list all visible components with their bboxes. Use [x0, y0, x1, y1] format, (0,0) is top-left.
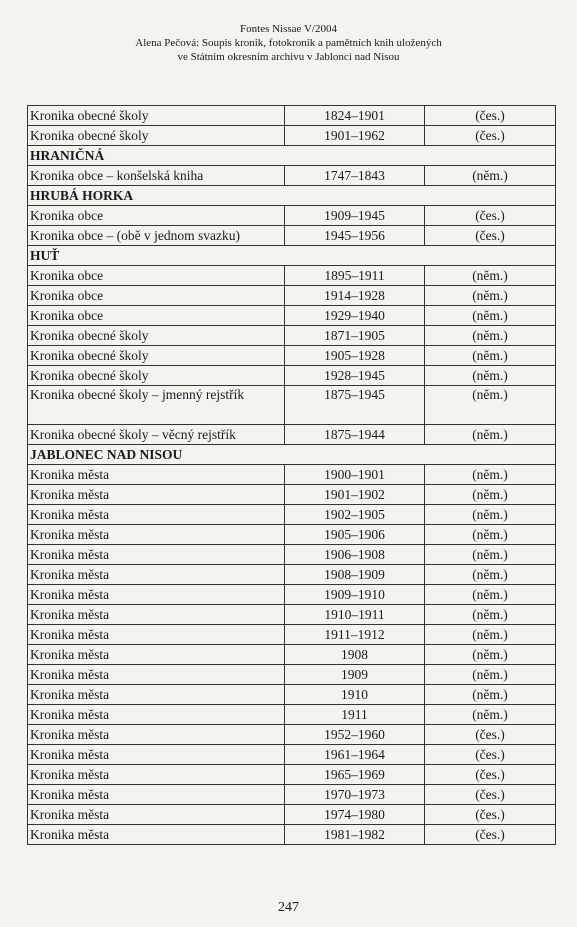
years-cell: 1908 — [285, 645, 425, 665]
chronicle-name-cell: Kronika města — [28, 805, 285, 825]
table-row — [28, 465, 556, 485]
chronicle-name-cell: Kronika obecné školy — [28, 346, 285, 366]
table-row — [28, 425, 556, 445]
language-cell: (čes.) — [425, 126, 556, 146]
chronicle-name-cell: Kronika obecné školy – jmenný rejstřík — [28, 386, 285, 425]
table-row — [28, 665, 556, 685]
chronicle-name-cell: Kronika obce – konšelská kniha — [28, 166, 285, 186]
table-row — [28, 745, 556, 765]
table-row — [28, 825, 556, 845]
language-cell: (něm.) — [425, 505, 556, 525]
chronicle-name-cell: Kronika obce — [28, 286, 285, 306]
table-row — [28, 286, 556, 306]
language-cell: (něm.) — [425, 605, 556, 625]
years-cell: 1747–1843 — [285, 166, 425, 186]
years-cell: 1902–1905 — [285, 505, 425, 525]
header-series: Fontes Nissae V/2004 — [240, 23, 337, 35]
years-cell: 1911–1912 — [285, 625, 425, 645]
table-row — [28, 565, 556, 585]
language-cell: (čes.) — [425, 226, 556, 246]
table-row — [28, 545, 556, 565]
years-cell: 1965–1969 — [285, 765, 425, 785]
table-row — [28, 226, 556, 246]
chronicle-name-cell: Kronika města — [28, 765, 285, 785]
chronicle-name-cell: Kronika obecné školy — [28, 326, 285, 346]
years-cell: 1961–1964 — [285, 745, 425, 765]
language-cell: (něm.) — [425, 366, 556, 386]
language-cell: (něm.) — [425, 585, 556, 605]
language-cell: (čes.) — [425, 206, 556, 226]
section-heading-row — [28, 146, 556, 166]
years-cell: 1909–1945 — [285, 206, 425, 226]
language-cell: (něm.) — [425, 346, 556, 366]
table-row — [28, 206, 556, 226]
years-cell: 1970–1973 — [285, 785, 425, 805]
table-row — [28, 605, 556, 625]
language-cell: (něm.) — [425, 665, 556, 685]
language-cell: (něm.) — [425, 326, 556, 346]
table-row — [28, 765, 556, 785]
language-cell: (něm.) — [425, 625, 556, 645]
chronicle-name-cell: Kronika města — [28, 605, 285, 625]
language-cell: (něm.) — [425, 266, 556, 286]
chronicles-table — [27, 105, 556, 845]
page-number: 247 — [278, 900, 299, 915]
years-cell: 1901–1902 — [285, 485, 425, 505]
chronicle-name-cell: Kronika obce — [28, 266, 285, 286]
table-row — [28, 705, 556, 725]
language-cell: (čes.) — [425, 725, 556, 745]
language-cell: (něm.) — [425, 465, 556, 485]
table-row — [28, 126, 556, 146]
table-row — [28, 525, 556, 545]
table-row — [28, 366, 556, 386]
section-heading: HRUBÁ HORKA — [28, 186, 556, 206]
table-row — [28, 645, 556, 665]
language-cell: (něm.) — [425, 386, 556, 425]
years-cell: 1928–1945 — [285, 366, 425, 386]
chronicle-name-cell: Kronika města — [28, 725, 285, 745]
years-cell: 1945–1956 — [285, 226, 425, 246]
years-cell: 1900–1901 — [285, 465, 425, 485]
chronicle-name-cell: Kronika obecné školy — [28, 366, 285, 386]
language-cell: (něm.) — [425, 166, 556, 186]
chronicle-name-cell: Kronika města — [28, 825, 285, 845]
section-heading-row — [28, 186, 556, 206]
language-cell: (něm.) — [425, 545, 556, 565]
chronicle-name-cell: Kronika města — [28, 745, 285, 765]
table-row — [28, 805, 556, 825]
language-cell: (něm.) — [425, 705, 556, 725]
chronicle-name-cell: Kronika města — [28, 465, 285, 485]
language-cell: (čes.) — [425, 745, 556, 765]
language-cell: (čes.) — [425, 765, 556, 785]
years-cell: 1901–1962 — [285, 126, 425, 146]
chronicles-table-body — [28, 106, 556, 845]
chronicle-name-cell: Kronika města — [28, 525, 285, 545]
years-cell: 1875–1945 — [285, 386, 425, 425]
table-row — [28, 306, 556, 326]
chronicle-name-cell: Kronika města — [28, 505, 285, 525]
years-cell: 1871–1905 — [285, 326, 425, 346]
table-row — [28, 585, 556, 605]
table-row — [28, 326, 556, 346]
header-title-line2: ve Státním okresním archivu v Jablonci nad Nisou — [177, 51, 400, 63]
table-row — [28, 346, 556, 366]
language-cell: (něm.) — [425, 525, 556, 545]
section-heading-row — [28, 246, 556, 266]
years-cell: 1909 — [285, 665, 425, 685]
chronicle-name-cell: Kronika města — [28, 625, 285, 645]
years-cell: 1974–1980 — [285, 805, 425, 825]
table-row — [28, 266, 556, 286]
years-cell: 1905–1906 — [285, 525, 425, 545]
section-heading-row — [28, 445, 556, 465]
years-cell: 1908–1909 — [285, 565, 425, 585]
chronicle-name-cell: Kronika města — [28, 785, 285, 805]
years-cell: 1952–1960 — [285, 725, 425, 745]
table-row — [28, 725, 556, 745]
years-cell: 1909–1910 — [285, 585, 425, 605]
chronicle-name-cell: Kronika obecné školy — [28, 106, 285, 126]
language-cell: (čes.) — [425, 106, 556, 126]
chronicle-name-cell: Kronika města — [28, 545, 285, 565]
language-cell: (něm.) — [425, 645, 556, 665]
chronicle-name-cell: Kronika města — [28, 665, 285, 685]
table-row — [28, 505, 556, 525]
table-row — [28, 485, 556, 505]
chronicle-name-cell: Kronika města — [28, 685, 285, 705]
section-heading: HRANIČNÁ — [28, 146, 556, 166]
chronicle-name-cell: Kronika obce — [28, 206, 285, 226]
table-row — [28, 685, 556, 705]
chronicle-name-cell: Kronika obce – (obě v jednom svazku) — [28, 226, 285, 246]
table-row — [28, 106, 556, 126]
chronicle-name-cell: Kronika obecné školy – věcný rejstřík — [28, 425, 285, 445]
years-cell: 1911 — [285, 705, 425, 725]
years-cell: 1906–1908 — [285, 545, 425, 565]
language-cell: (něm.) — [425, 306, 556, 326]
table-row — [28, 166, 556, 186]
years-cell: 1981–1982 — [285, 825, 425, 845]
section-heading: HUŤ — [28, 246, 556, 266]
years-cell: 1905–1928 — [285, 346, 425, 366]
language-cell: (něm.) — [425, 425, 556, 445]
section-heading: JABLONEC NAD NISOU — [28, 445, 556, 465]
years-cell: 1895–1911 — [285, 266, 425, 286]
chronicle-name-cell: Kronika města — [28, 645, 285, 665]
years-cell: 1910–1911 — [285, 605, 425, 625]
table-row — [28, 785, 556, 805]
chronicle-name-cell: Kronika města — [28, 565, 285, 585]
years-cell: 1914–1928 — [285, 286, 425, 306]
page-header — [0, 22, 577, 64]
chronicle-name-cell: Kronika města — [28, 585, 285, 605]
language-cell: (čes.) — [425, 825, 556, 845]
language-cell: (čes.) — [425, 805, 556, 825]
table-row — [28, 625, 556, 645]
language-cell: (něm.) — [425, 485, 556, 505]
table-row — [28, 386, 556, 425]
chronicle-name-cell: Kronika města — [28, 485, 285, 505]
language-cell: (něm.) — [425, 685, 556, 705]
years-cell: 1875–1944 — [285, 425, 425, 445]
chronicle-name-cell: Kronika obecné školy — [28, 126, 285, 146]
chronicle-name-cell: Kronika obce — [28, 306, 285, 326]
chronicle-name-cell: Kronika města — [28, 705, 285, 725]
years-cell: 1824–1901 — [285, 106, 425, 126]
years-cell: 1910 — [285, 685, 425, 705]
language-cell: (něm.) — [425, 286, 556, 306]
language-cell: (čes.) — [425, 785, 556, 805]
years-cell: 1929–1940 — [285, 306, 425, 326]
language-cell: (něm.) — [425, 565, 556, 585]
header-title-line1: Alena Pečová: Soupis kronik, fotokronik a pamětních knih uložených — [135, 37, 442, 49]
